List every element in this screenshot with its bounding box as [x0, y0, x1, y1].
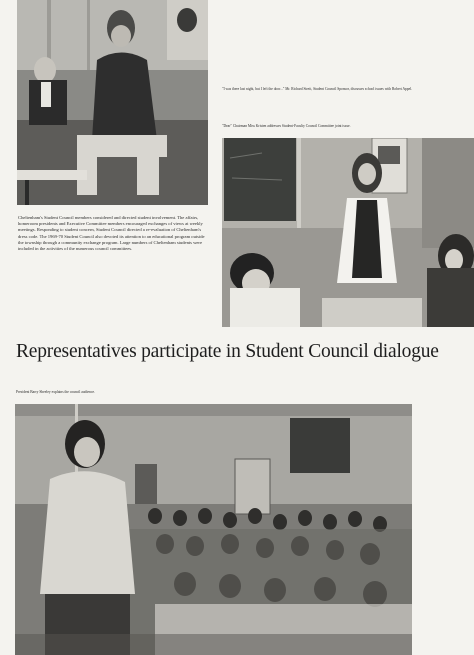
caption-president: President Barry Sheeley explains the council audience. [16, 390, 95, 394]
photo-student-speaker [222, 138, 474, 327]
caption-debate: "Dear" Chairman Miss Kristen addresses Student-Faculty Council Committee joint issue. [222, 124, 351, 128]
page-headline: Representatives participate in Student Council dialogue [16, 341, 439, 362]
photo-council-assembly [15, 404, 412, 655]
caption-body-text: Cheltenham's Student Council members considered and directed student involvement. The affairs, homeroom presidents and Executive Committee members encouraged exchanges of views at weekly meetings. Responding to student concern, Student Council directed a re-evaluation of Cheltenham's dress code. The 1969-70 Student Council also devoted its attention to an educational program outside the township through a community exchange program. Large numbers of Cheltenham students were included in the activities of the numerous council committees. [18, 215, 205, 251]
caption-quote: "I was there last night, but I left the door..." Mr. Richard Streit, Student Council Sponsor, discusses school issues with Robert Appel. [222, 87, 413, 91]
photo-sponsor-conversation [17, 0, 208, 205]
